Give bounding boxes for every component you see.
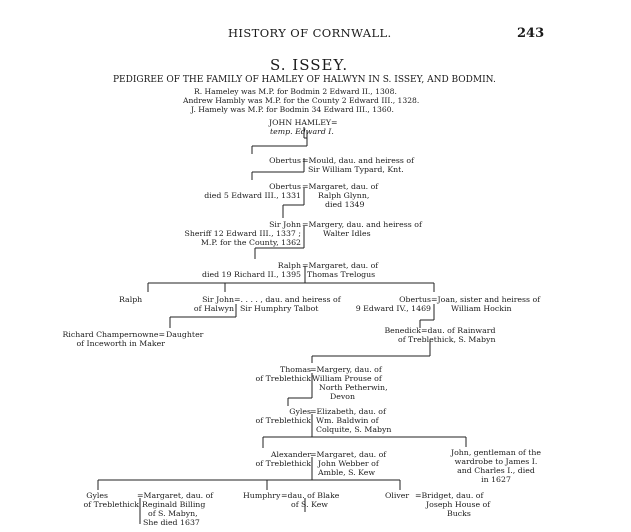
john-gentleman-name: John, gentleman of the <box>450 448 542 457</box>
benedick-wife-detail: of Treblethick, S. Mabyn <box>398 335 496 344</box>
gyles-2-name: Gyles <box>86 491 108 500</box>
thomas-wife: =Margery, dau. of <box>310 365 382 374</box>
ralph-1-wife: =Margaret, dau. of <box>302 261 379 270</box>
benedick-name: Benedick <box>384 326 421 335</box>
note-3: J. Hamely was M.P. for Bodmin 34 Edward III., 1360. <box>191 105 394 114</box>
obertus-2-wife-detail-1: Ralph Glynn, <box>318 191 370 200</box>
obertus-3-wife-detail: William Hockin <box>451 304 512 313</box>
gyles-1-wife-detail-1: Wm. Baldwin of <box>316 416 379 425</box>
sir-john-1-wife: =Margery, dau. and heiress of <box>302 220 422 229</box>
oliver-wife: =Bridget, dau. of <box>415 491 484 500</box>
obertus-3-wife: =Joan, sister and heiress of <box>431 295 541 304</box>
oliver-name: Oliver <box>385 491 410 500</box>
obertus-2-wife-detail-2: died 1349 <box>325 200 365 209</box>
sir-john-2-wife-detail: Sir Humphry Talbot <box>240 304 319 313</box>
john-gentleman-detail-2: and Charles I., died <box>457 466 535 475</box>
gyles-1-wife: =Elizabeth, dau. of <box>310 407 386 416</box>
thomas-wife-detail-1: William Prouse of <box>312 374 382 383</box>
running-title: HISTORY OF CORNWALL. <box>228 26 392 40</box>
sir-john-2-name: Sir John <box>202 295 234 304</box>
thomas-wife-detail-2: North Petherwin, <box>319 383 388 392</box>
obertus-1-name: Obertus <box>269 156 301 165</box>
gyles-2-wife-detail-2: of S. Mabyn, <box>148 509 198 518</box>
alexander-name: Alexander <box>270 450 311 459</box>
john-hamley-detail: temp. Edward I. <box>270 127 334 136</box>
thomas-name: Thomas <box>280 365 311 374</box>
pedigree-title: PEDIGREE OF THE FAMILY OF HAMLEY OF HALWYN IN S. ISSEY, AND BODMIN. <box>113 75 496 85</box>
ralph-1-detail: died 19 Richard II., 1395 <box>201 270 301 279</box>
gyles-2-wife: =Margaret, dau. of <box>137 491 214 500</box>
humphry-name: Humphry <box>243 491 281 500</box>
sir-john-1-wife-detail: Walter Idles <box>323 229 371 238</box>
obertus-2-name: Obertus <box>269 182 301 191</box>
note-2: Andrew Hambly was M.P. for the County 2 Edward III., 1328. <box>183 96 420 105</box>
ralph-1-name: Ralph <box>277 261 301 270</box>
gyles-1-wife-detail-2: Colquite, S. Mabyn <box>316 425 392 434</box>
ralph-1-wife-detail: Thomas Trelogus <box>307 270 376 279</box>
sir-john-1-detail-2: M.P. for the County, 1362 <box>200 238 301 247</box>
note-1: R. Hameley was M.P. for Bodmin 2 Edward II., 1308. <box>194 87 397 96</box>
page-number: 243 <box>517 26 545 41</box>
section-title: S. ISSEY. <box>270 56 349 74</box>
alexander-detail: of Treblethick <box>255 459 311 468</box>
alexander-wife-detail-2: Amble, S. Kew <box>318 468 376 477</box>
gyles-2-wife-detail-3: She died 1637 <box>143 518 200 527</box>
john-gentleman-detail-1: wardrobe to James I. <box>454 457 538 466</box>
gyles-1-name: Gyles <box>289 407 311 416</box>
obertus-1-wife: =Mould, dau. and heiress of <box>302 156 414 165</box>
champernowne-name: Richard Champernowne= <box>62 330 165 339</box>
benedick-wife: =dau. of Rainward <box>421 326 496 335</box>
obertus-2-detail: died 5 Edward III., 1331 <box>204 191 301 200</box>
obertus-2-wife: =Margaret, dau. of <box>302 182 379 191</box>
ralph-2-name: Ralph <box>119 295 143 304</box>
oliver-wife-detail-1: Joseph House of <box>426 500 491 509</box>
thomas-detail: of Treblethick <box>255 374 311 383</box>
champernowne-wife: Daughter <box>166 330 204 339</box>
john-gentleman-detail-3: in 1627 <box>481 475 511 484</box>
obertus-3-name: Obertus <box>399 295 431 304</box>
alexander-wife: =Margaret, dau. of <box>310 450 387 459</box>
alexander-wife-detail-1: John Webber of <box>318 459 379 468</box>
gyles-2-detail: of Treblethick <box>83 500 139 509</box>
humphry-wife: =dau. of Blake <box>281 491 340 500</box>
john-hamley-name: JOHN HAMLEY= <box>269 118 338 127</box>
sir-john-1-detail-1: Sheriff 12 Edward III., 1337 ; <box>184 229 301 238</box>
gyles-1-detail: of Treblethick <box>255 416 311 425</box>
oliver-wife-detail-2: Bucks <box>447 509 471 518</box>
thomas-wife-detail-3: Devon <box>330 392 355 401</box>
humphry-wife-detail: of S. Kew <box>291 500 328 509</box>
sir-john-2-detail: of Halwyn <box>193 304 234 313</box>
obertus-3-detail: 9 Edward IV., 1469 <box>355 304 431 313</box>
sir-john-1-name: Sir John <box>269 220 301 229</box>
champernowne-detail: of Inceworth in Maker <box>76 339 165 348</box>
obertus-1-wife-detail: Sir William Typard, Knt. <box>308 165 404 174</box>
sir-john-2-wife: =. . . . , dau. and heiress of <box>234 295 341 304</box>
gyles-2-wife-detail-1: Reginald Billing <box>142 500 206 509</box>
